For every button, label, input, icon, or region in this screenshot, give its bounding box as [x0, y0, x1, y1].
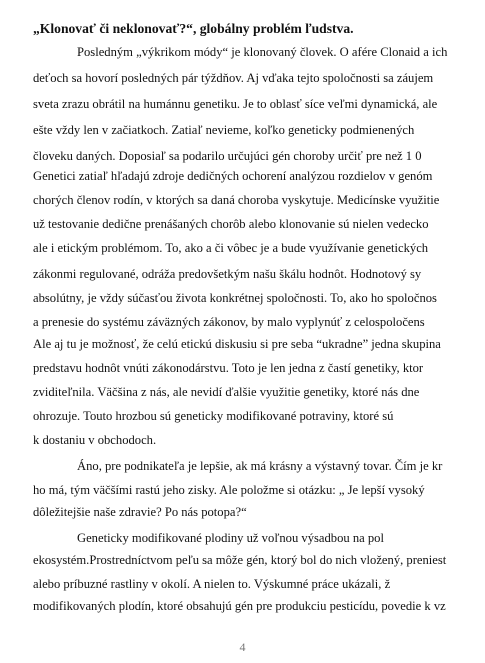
page-number: 4 [239, 640, 246, 654]
paragraph-1-line-2: deťoch sa hovorí posledných pár týždňov. Aj vďaka tejto spoločnosti sa záujem [33, 71, 434, 85]
paragraph-2-line-2: ho má, tým väčšími rastú jeho zisky. Ale položme si otázku: „ Je lepší vysoký [33, 483, 425, 497]
document-title: „Klonovať či neklonovať?“, globálny problém ľudstva. [33, 21, 354, 36]
paragraph-3-line-3: alebo príbuzné rastliny v okolí. A nielen to. Výskumné práce ukázali, ž [33, 577, 391, 591]
paragraph-2-line-1: Áno, pre podnikateľa je lepšie, ak má krásny a výstavný tovar. Čím je kr [77, 459, 443, 473]
paragraph-3-line-4: modifikovaných plodín, ktoré obsahujú gén pre produkciu pesticídu, povedie k vz [33, 599, 446, 613]
paragraph-3-line-2: ekosystém.Prostredníctvom peľu sa môže gén, ktorý bol do nich vložený, preniest [33, 553, 447, 567]
paragraph-1-line-13: Ale aj tu je možnosť, že celú etickú diskusiu si pre seba “ukradne” jedna skupina [33, 337, 441, 351]
paragraph-1-line-17: k dostaniu v obchodoch. [33, 433, 157, 447]
paragraph-1-line-5: človeku daných. Doposiaľ sa podarilo určujúci gén choroby určiť pre než 1 0 [33, 149, 422, 163]
paragraph-1-line-14: predstavu hodnôt vnúti zákonodárstvu. Toto je len jedna z častí genetiky, ktor [33, 361, 424, 375]
paragraph-1-line-10: zákonmi regulované, odráža predovšetkým našu škálu hodnôt. Hodnotový sy [33, 267, 422, 281]
paragraph-1-line-9: ale i etickým problémom. To, ako a či vôbec je a bude využívanie genetických [33, 241, 429, 255]
paragraph-1-line-12: a prenesie do systému záväzných zákonov, by malo vyplynúť z celospoločens [33, 315, 425, 329]
paragraph-1-line-16: ohrozuje. Touto hrozbou sú geneticky modifikované potraviny, ktoré sú [33, 409, 394, 423]
paragraph-3-line-1: Geneticky modifikované plodiny už voľnou výsadbou na pol [77, 531, 384, 545]
paragraph-1-line-7: chorých členov rodín, v ktorých sa daná choroba vyskytuje. Medicínske využitie [33, 193, 440, 207]
paragraph-1-line-3: sveta zrazu obrátil na humánnu genetiku. Je to oblasť síce veľmi dynamická, ale [33, 97, 438, 111]
paragraph-1-line-1: Posledným „výkrikom módy“ je klonovaný človek. O afére Clonaid a ich [77, 45, 448, 59]
paragraph-1-line-15: zviditeľnila. Väčšina z nás, ale nevidí ďalšie využitie genetiky, ktoré nás dne [33, 385, 420, 399]
paragraph-1-line-11: absolútny, je vždy súčasťou života konkrétnej spoločnosti. To, ako ho spoločnos [33, 291, 437, 305]
paragraph-1-line-6: Genetici zatiaľ hľadajú zdroje dedičných ochorení analýzou rozdielov v genóm [33, 169, 433, 183]
paragraph-1-line-8: už testovanie dedične prenášaných chorôb alebo klonovanie sú nielen vedecko [33, 217, 429, 231]
paragraph-2-line-3: dôležitejšie naše zdravie? Po nás potopa?“ [33, 505, 247, 519]
paragraph-1-line-4: ešte vždy len v začiatkoch. Zatiaľ nevieme, koľko geneticky podmienených [33, 123, 415, 137]
